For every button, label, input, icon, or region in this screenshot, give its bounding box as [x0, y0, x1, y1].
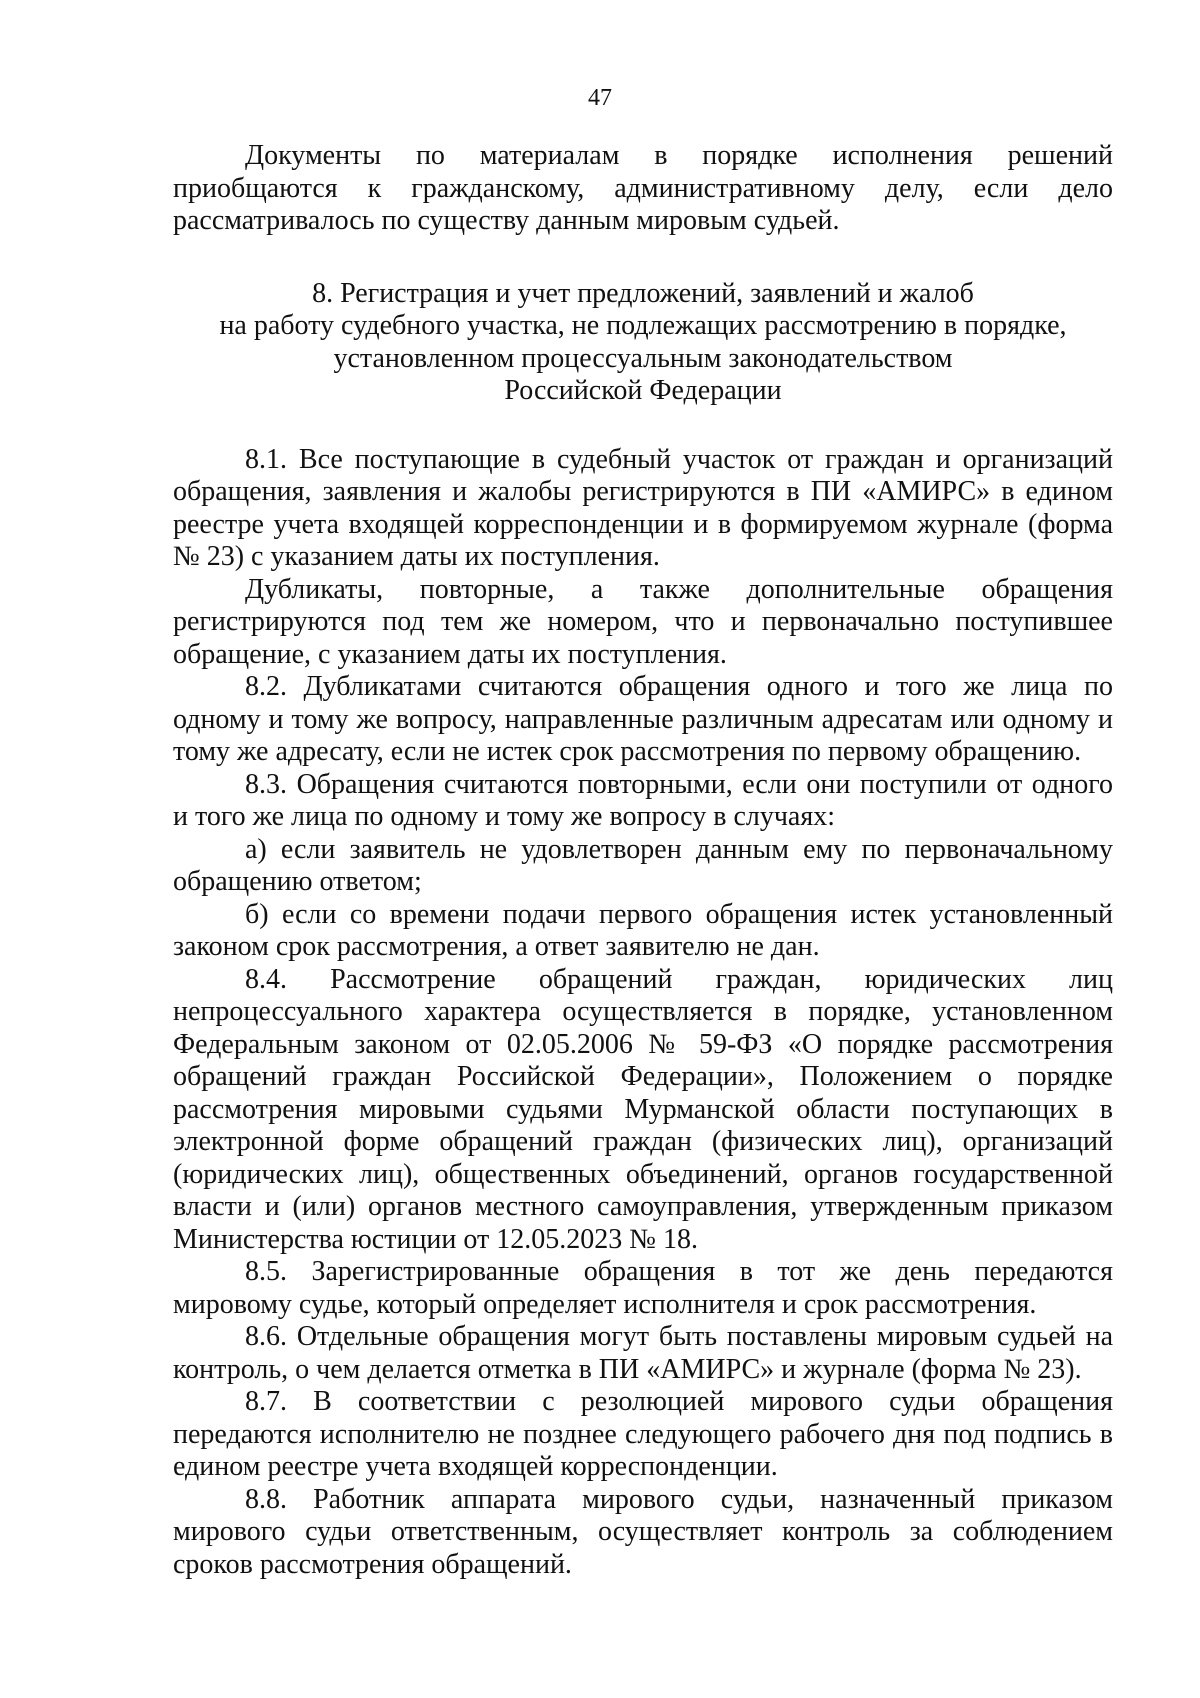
paragraph-duplicates: Дубликаты, повторные, а также дополнительные обращения регистрируются под тем же номером, что и первоначально поступившее обращение, с указанием даты их поступления.	[173, 573, 1113, 670]
section-heading-line: 8. Регистрация и учет предложений, заявлений и жалоб	[312, 277, 974, 309]
paragraph-8-8: 8.8. Работник аппарата мирового судьи, назначенный приказом мирового судьи ответственным, осуществляет контроль за соблюдением сроков рассмотрения обращений.	[173, 1483, 1113, 1580]
paragraph-8-3-b: б) если со времени подачи первого обращения истек установленный законом срок рассмотрения, а ответ заявителю не дан.	[173, 898, 1113, 962]
section-heading-line: Российской Федерации	[504, 375, 782, 406]
paragraph-8-4: 8.4. Рассмотрение обращений граждан, юридических лиц непроцессуального характера осуществляется в порядке, установленном Федеральным законом от 02.05.2006 № 59-ФЗ «О порядке рассмотрения обращений граждан Российской Федерации», Положением о порядке рассмотрения мировыми судьями Мурманской области поступающих в электронной форме обращений граждан (физических лиц), организаций (юридических лиц), общественных объединений, органов государственной власти и (или) органов местного самоуправления, утвержденным приказом Министерства юстиции от 12.05.2023 № 18.	[173, 963, 1113, 1255]
section-heading-line: на работу судебного участка, не подлежащих рассмотрению в порядке,	[219, 310, 1067, 341]
paragraph-8-2: 8.2. Дубликатами считаются обращения одного и того же лица по одному и тому же вопросу, направленные различным адресатам или одному и тому же адресату, если не истек срок рассмотрения по первому обращению.	[173, 671, 1113, 767]
paragraph-8-3: 8.3. Обращения считаются повторными, если они поступили от одного и того же лица по одному и тому же вопросу в случаях:	[173, 768, 1113, 832]
document-body	[173, 140, 1113, 1581]
paragraph-8-3-a: а) если заявитель не удовлетворен данным ему по первоначальному обращению ответом;	[173, 833, 1113, 897]
section-heading-line: установленном процессуальным законодательством	[333, 342, 953, 374]
intro-paragraph: Документы по материалам в порядке исполнения решений приобщаются к гражданскому, административному делу, если дело рассматривалось по существу данным мировым судьей.	[173, 140, 1113, 236]
paragraph-8-5: 8.5. Зарегистрированные обращения в тот же день передаются мировому судье, который определяет исполнителя и срок рассмотрения.	[173, 1256, 1113, 1320]
paragraph-8-6: 8.6. Отдельные обращения могут быть поставлены мировым судьей на контроль, о чем делается отметка в ПИ «АМИРС» и журнале (форма № 23).	[173, 1321, 1113, 1385]
section-heading	[173, 278, 1113, 408]
page-number: 47	[588, 85, 612, 111]
paragraph-8-7: 8.7. В соответствии с резолюцией мирового судьи обращения передаются исполнителю не позднее следующего рабочего дня под подпись в едином реестре учета входящей корреспонденции.	[173, 1386, 1113, 1482]
paragraph-8-1: 8.1. Все поступающие в судебный участок от граждан и организаций обращения, заявления и жалобы регистрируются в ПИ «АМИРС» в едином реестре учета входящей корреспонденции и в формируемом журнале (форма № 23) с указанием даты их поступления.	[173, 443, 1113, 572]
